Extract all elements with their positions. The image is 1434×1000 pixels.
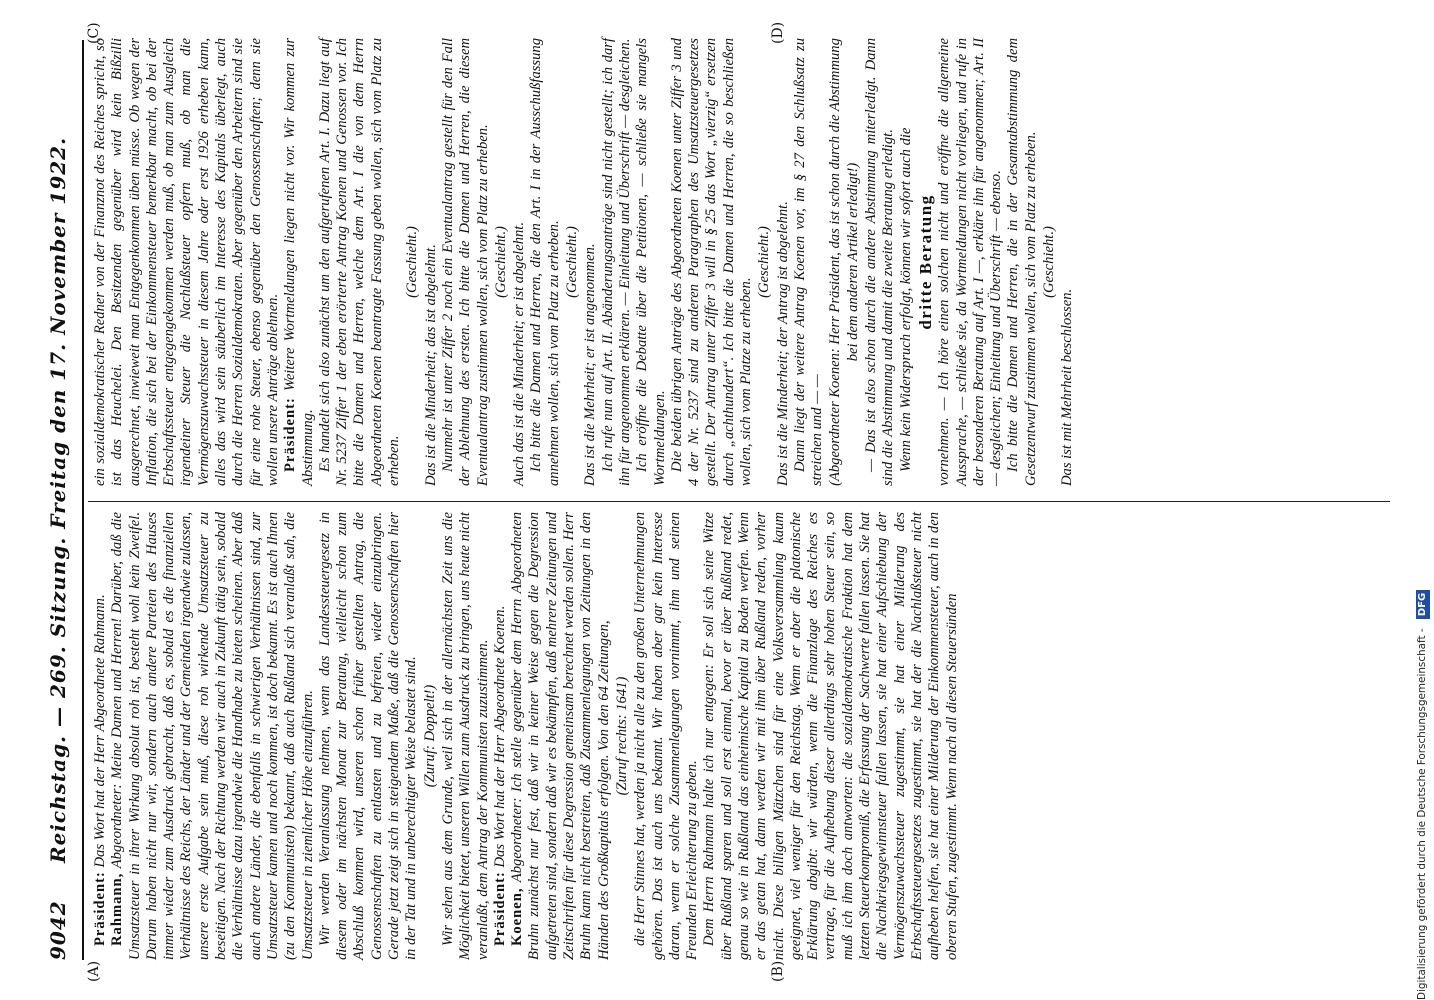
margin-marker-d: (D): [770, 21, 786, 44]
margin-marker-c: (C): [86, 22, 102, 44]
interjection: (Zuruf rechts: 1641): [613, 676, 630, 796]
paragraph: Das ist die Minderheit; das ist abgelehnt.: [422, 244, 439, 486]
speech-text: Weitere Wortmeldungen liegen nicht vor. Wir kommen zur Abstimmung.: [282, 38, 316, 486]
speech-paragraph: [509, 512, 613, 960]
paragraph: Auch das ist die Minderheit; er ist abgelehnt.: [511, 222, 528, 486]
paragraph: — Das ist also schon durch die andere Abstimmung miterledigt. Dann sind die Abstimmung und damit die zweite Beratung erledigt.: [863, 38, 897, 486]
dfg-logo: DFG: [1416, 590, 1430, 619]
speech-paragraph: [109, 512, 317, 960]
paragraph: ein sozialdemokratischer Redner von der Finanznot des Reiches spricht, so ist das Heuchelei. Den Besitzenden gegenüber wird kein Bißzilli ausgerechnet, inwieweit man Entgegenkommen üben müsse. Ob wegen der Inflation, die sich bei der Einkommensteuer bemerkbar macht, ob bei der Erbschaftssteuer entgegengekommen werden muß, ob man zum Ausgleich irgendeiner Steuer die Nachlaßsteuer opfern muß, ob man die Vermögenszuwachssteuer in diesem Jahre oder erst 1926 erheben kann, alles das wird sein säuberlich im Interesse des Kapitals überlegt, auch durch die Herren Sozialdemokraten. Aber gegenüber den Arbeitern sind sie für eine rohe Steuer, ebenso gegenüber den Genossenschaften; denn sie wollen unsere Anträge ablehnen.: [92, 38, 281, 486]
margin-marker-a: (A): [86, 960, 102, 982]
newspaper-page: [40, 20, 1400, 980]
paragraph: vornehmen. — Ich höre einen solchen nicht und eröffne die allgemeine Aussprache, — schließe sie, da Wortmeldungen nicht vorliegen, und rufe in der besonderen Beratung auf Art. I —, erkläre ihn für angenommen; Art. II — desgleichen; Einleitung und Überschrift — ebenso.: [936, 38, 1005, 486]
paragraph: Ich eröffne die Debatte über die Petitionen, — schließe sie mangels Wortmeldungen.: [634, 38, 668, 486]
paragraph: Das ist die Minderheit; der Antrag ist abgelehnt.: [774, 201, 791, 486]
speech-paragraph: [492, 512, 509, 960]
paragraph: Wir sehen aus dem Grunde, weil sich in der allernächsten Zeit uns die Möglichkeit bietet, unseren Willen zum Ausdruck zu bringen, uns heute nicht veranlaßt, dem Antrag der Kommunisten zuzustimmen.: [439, 512, 491, 960]
paragraph: Nunmehr ist unter Ziffer 2 noch ein Eventualantrag gestellt für den Fall der Ablehnung des ersten. Ich bitte die Damen und Herren, die diesem Eventualantrag zustimmen wollen, sich vom Platz zu erheben.: [439, 38, 491, 486]
interjection: (Geschieht.): [1041, 226, 1058, 298]
margin-marker-b: (B): [770, 960, 786, 982]
paragraph: Die beiden übrigen Anträge des Abgeordneten Koenen unter Ziffer 3 und 4 der Nr. 5237 sind zu anderen Paragraphen des Umsatzsteuergesetzes gestellt. Der Antrag unter Ziffer 3 will in § 25 das Wort „vierzig“ ersetzen durch „achthundert“. Ich bitte die Damen und Herren, die so beschließen wollen, sich vom Platze zu erheben.: [668, 38, 754, 486]
paragraph: Das ist mit Mehrheit beschlossen.: [1059, 288, 1076, 486]
speech-paragraph: [282, 38, 317, 486]
speech-text: Das Wort hat der Herr Abgeordnete Rahmann.: [92, 594, 108, 868]
speaker-name: Präsident:: [92, 871, 108, 946]
paragraph: die Herr Stinnes hat, werden ja nicht alle zu den großen Unternehmungen gehören. Das ist auch uns bekannt. Wir haben aber gar kein Interesse daran, wenn er solche Zusammenlegungen vornimmt, ihm und seinen Freunden Erleichterung zu geben.: [632, 512, 701, 960]
speech-text: Abgeordneter: Meine Damen und Herren! Darüber, daß die Umsatzsteuer in ihrer Wirkung absolut roh ist, besteht wohl kein Zweifel. Darum haben nicht nur wir, sondern auch andere Parteien des Hauses immer wieder zum Ausdruck gebracht, daß es, sobald es die finanziellen Verhältnisse des Reichs, der Länder und der Gemeinden irgendwie zulassen, unsere erste Aufgabe sein muß, diese roh wirkende Umsatzsteuer zu beseitigen. Nach der Richtung werden wir auch in Zukunft tätig sein, sobald die Verhältnisse dazu irgendwie die Handhabe zu bieten scheinen. Aber daß auch andere Länder, die ebenfalls in schwierigen Verhältnissen sind, zur Umsatzsteuer kamen und noch kommen, ist doch bekannt. Es ist auch Ihnen (zu den Kommunisten) bekannt, daß auch Rußland sich veranlaßt sah, die Umsatzsteuer in ziemlicher Höhe einzuführen.: [109, 512, 316, 960]
page-header: [40, 40, 80, 960]
credit-text: Digitalisierung gefördert durch die Deutsche Forschungsgemeinschaft -: [1416, 628, 1428, 1000]
header-rule: [82, 40, 84, 960]
speech-text: Das Wort hat der Herr Abgeordnete Koenen.: [491, 605, 508, 868]
speaker-name: Präsident:: [491, 871, 508, 946]
paragraph: Das ist die Mehrheit; er ist angenommen.: [582, 243, 599, 486]
paragraph: Dem Herrn Rahmann halte ich nur entgegen: Er soll sich seine Witze über Rußland sparen und soll erst einmal, bevor er über Rußland redet, genau so wie in Rußland das einheimische Kapital zu Boden werfen. Wenn er das getan hat, dann werden wir mit ihm über Rußland reden, vorher nicht. Diese billigen Mätzchen sind für eine Volksversammlung kaum geeignet, viel weniger für den Reichstag. Wenn er aber die platonische Erklärung abgibt: wir würden, wenn die Finanzlage des Reiches es vertrage, für die Aufhebung dieser allerdings sehr hohen Steuer sein, so muß ich ihm doch antworten: die sozialdemokratische Fraktion hat dem letzten Steuerkompromiß, die Erfassung der Sachwerte fallen lassen. Sie hat die Nachkriegsgewinnsteuer fallen lassen, sie hat einer Aufschiebung der Vermögenszuwachssteuer zugestimmt, sie hat einer Milderung des Erbschaftssteuergesetzes zugestimmt, sie hat der die Nachlaßsteuer nicht aufheben helfen, sie hat einer Milderung der Einkommensteuer, auch in den oberen Stufen, zugestimmt. Wenn nach all diesen Steuersünden: [701, 512, 960, 960]
interjection: (Geschieht.): [492, 226, 509, 298]
interjection: (Geschieht.): [756, 226, 773, 298]
running-head: Reichstag. — 269. Sitzung. Freitag den 17. November 1922.: [46, 136, 70, 864]
paragraph: Dann liegt der weitere Antrag Koenen vor, im § 27 den Schlußsatz zu streichen und — —: [791, 38, 826, 486]
interjection: (Geschieht.): [564, 226, 581, 298]
paragraph: Ich bitte die Damen und Herren, die den Art. I in der Ausschußfassung annehmen wollen, sich vom Platz zu erheben.: [528, 38, 562, 486]
side-credit: [1412, 4, 1434, 1000]
speech-text: Abgeordneter: Ich stelle gegenüber dem Herrn Abgeordneten Bruhn zunächst nur fest, daß wir in keiner Weise gegen die Degression aufgetreten sind, sondern daß wir es bekämpfen, daß mehrere Zeitungen und Zeitschriften für diese Degression gemeinsam berechnet werden sollen. Herr Bruhn kann nicht bestreiten, daß Zusammenlegungen von Zeitungen in den Händen des Großkapitals erfolgen. Von den 64 Zeitungen,: [509, 512, 612, 960]
section-heading: dritte Beratung: [915, 194, 935, 330]
paragraph: Wir werden Veranlassung nehmen, wenn das Landessteuergesetz in diesem oder im nächsten Monat zur Beratung, vielleicht schon zum Abschluß kommen wird, unseren schon früher gestellten Antrag, die Genossenschaften zu entlasten und zu befreien, wieder einzubringen. Gerade jetzt zeigt sich in steigendem Maße, daß die Genossenschaften hier in der Tat und in unberechtigter Weise belastet sind.: [316, 512, 420, 960]
speaker-name: Rahmann,: [109, 872, 126, 946]
speaker-name: Koenen,: [509, 887, 526, 946]
paragraph: Es handelt sich also zunächst um den aufgerufenen Art. I. Dazu liegt auf Nr. 5237 Ziffer 1 der eben erörterte Antrag Koenen und Genossen vor. Ich bitte die Damen und Herren, welche dem Art. I die von dem Herrn Abgeordneten Koenen beantragte Fassung geben wollen, sich vom Platz zu erheben.: [316, 38, 403, 486]
speaker-name: Präsident:: [282, 397, 299, 472]
interjection: (Geschieht.): [404, 226, 421, 298]
paragraph: Wenn kein Widerspruch erfolgt, können wir sofort auch die: [897, 127, 914, 472]
interjection: (Abgeordneter Koenen: Herr Präsident, das ist schon durch die Abstimmung bei dem anderen Artikel erledigt!): [827, 38, 861, 486]
paragraph: Ich bitte die Damen und Herren, die in der Gesamtabstimmung dem Gesetzentwurf zustimmen wollen, sich vom Platz zu erheben.: [1005, 38, 1039, 486]
page-number: 9042: [46, 900, 70, 960]
speech-paragraph: [92, 512, 109, 960]
column-divider: [88, 501, 1390, 502]
paragraph: Ich rufe nun auf Art. II. Abänderungsanträge sind nicht gestellt; ich darf ihn für angenommen erklären. — Einleitung und Überschrift — desgleichen.: [599, 38, 633, 486]
right-column: [92, 38, 1077, 486]
interjection: (Zuruf: Doppelt!): [421, 684, 438, 788]
left-column: [92, 512, 961, 960]
